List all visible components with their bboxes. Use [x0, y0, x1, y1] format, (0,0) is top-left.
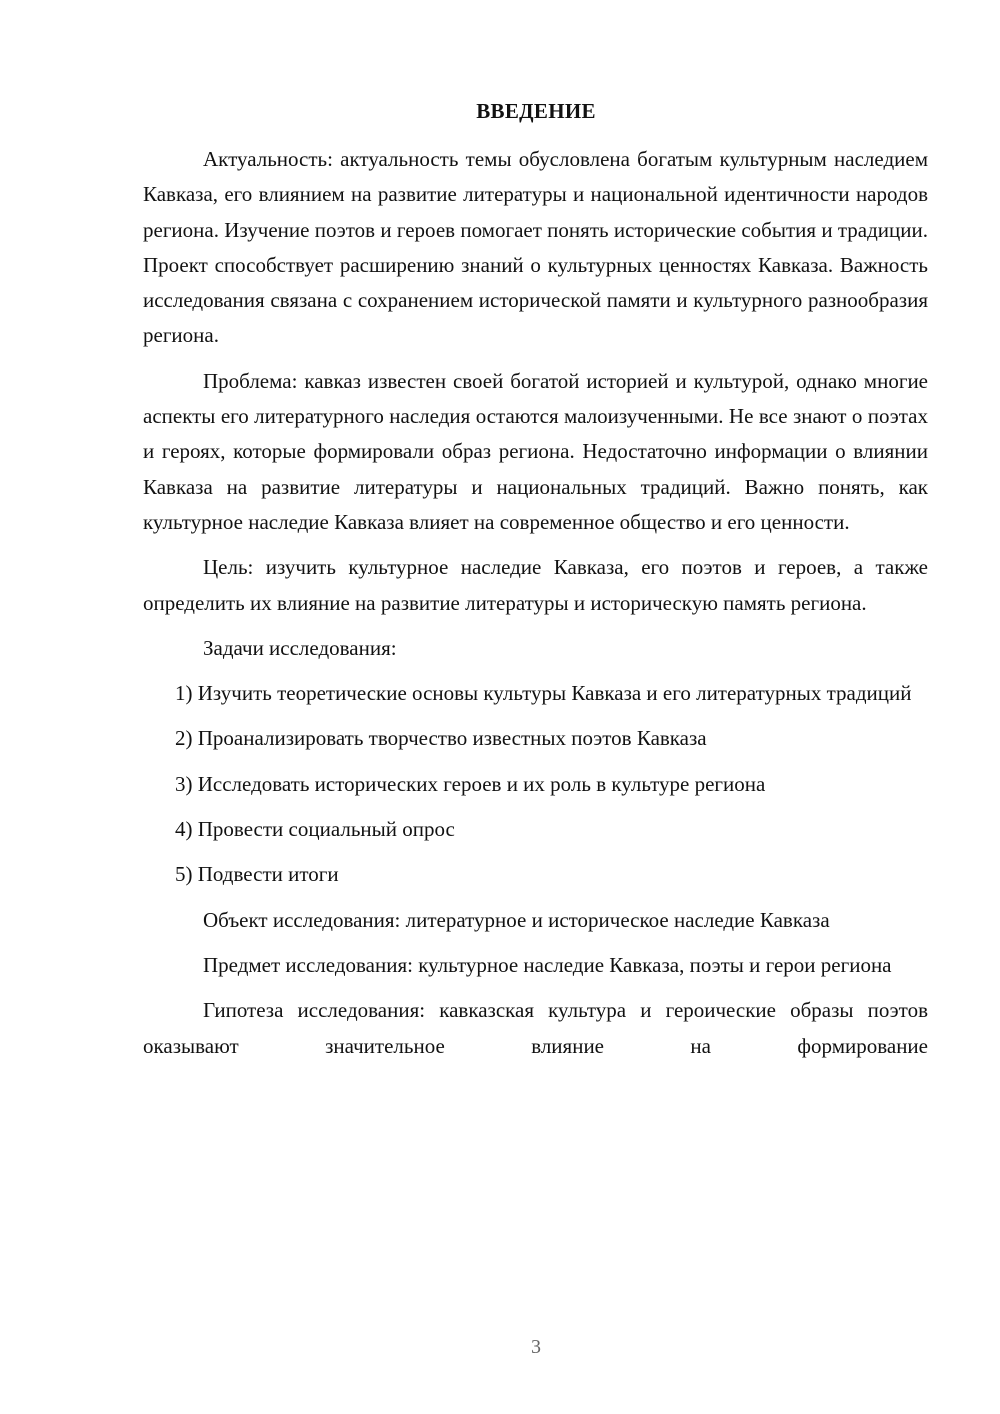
problem-paragraph: Проблема: кавказ известен своей богатой историей и культурой, однако многие аспекты его литературного наследия остаются малоизученными. Не все знают о поэтах и героях, которые формировали образ региона. Недостаточно информации о влиянии Кавказа на развитие литературы и национальных традиций. Важно понять, как культурное наследие Кавказа влияет на современное общество и его ценности.	[143, 368, 928, 534]
task-item-3: 3) Исследовать исторических героев и их роль в культуре региона	[175, 771, 766, 796]
object-paragraph: Объект исследования: литературное и историческое наследие Кавказа	[203, 907, 830, 932]
tasks-heading: Задачи исследования:	[203, 635, 397, 660]
task-item-4: 4) Провести социальный опрос	[175, 817, 455, 842]
page-number: 3	[531, 1336, 541, 1358]
page-title: ВВЕДЕНИЕ	[476, 99, 596, 123]
hypothesis-paragraph: Гипотеза исследования: кавказская культура и героические образы поэтов оказывают значительное влияние на формирование	[143, 998, 928, 1058]
relevance-paragraph: Актуальность: актуальность темы обусловлена богатым культурным наследием Кавказа, его влиянием на развитие литературы и национальной идентичности народов региона. Изучение поэтов и героев помогает понять исторические события и традиции. Проект способствует расширению знаний о культурных ценностях Кавказа. Важность исследования связана с сохранением исторической памяти и культурного разнообразия региона.	[143, 147, 928, 348]
document-body	[143, 142, 928, 1064]
task-item-5: 5) Подвести итоги	[175, 862, 339, 887]
task-item-1: 1) Изучить теоретические основы культуры Кавказа и его литературных традиций	[175, 681, 912, 706]
tasks-list	[143, 676, 928, 892]
task-item-2: 2) Проанализировать творчество известных поэтов Кавказа	[175, 726, 707, 751]
subject-paragraph: Предмет исследования: культурное наследие Кавказа, поэты и герои региона	[203, 952, 892, 977]
goal-paragraph: Цель: изучить культурное наследие Кавказа, его поэтов и героев, а также определить их влияние на развитие литературы и историческую память региона.	[143, 555, 928, 615]
